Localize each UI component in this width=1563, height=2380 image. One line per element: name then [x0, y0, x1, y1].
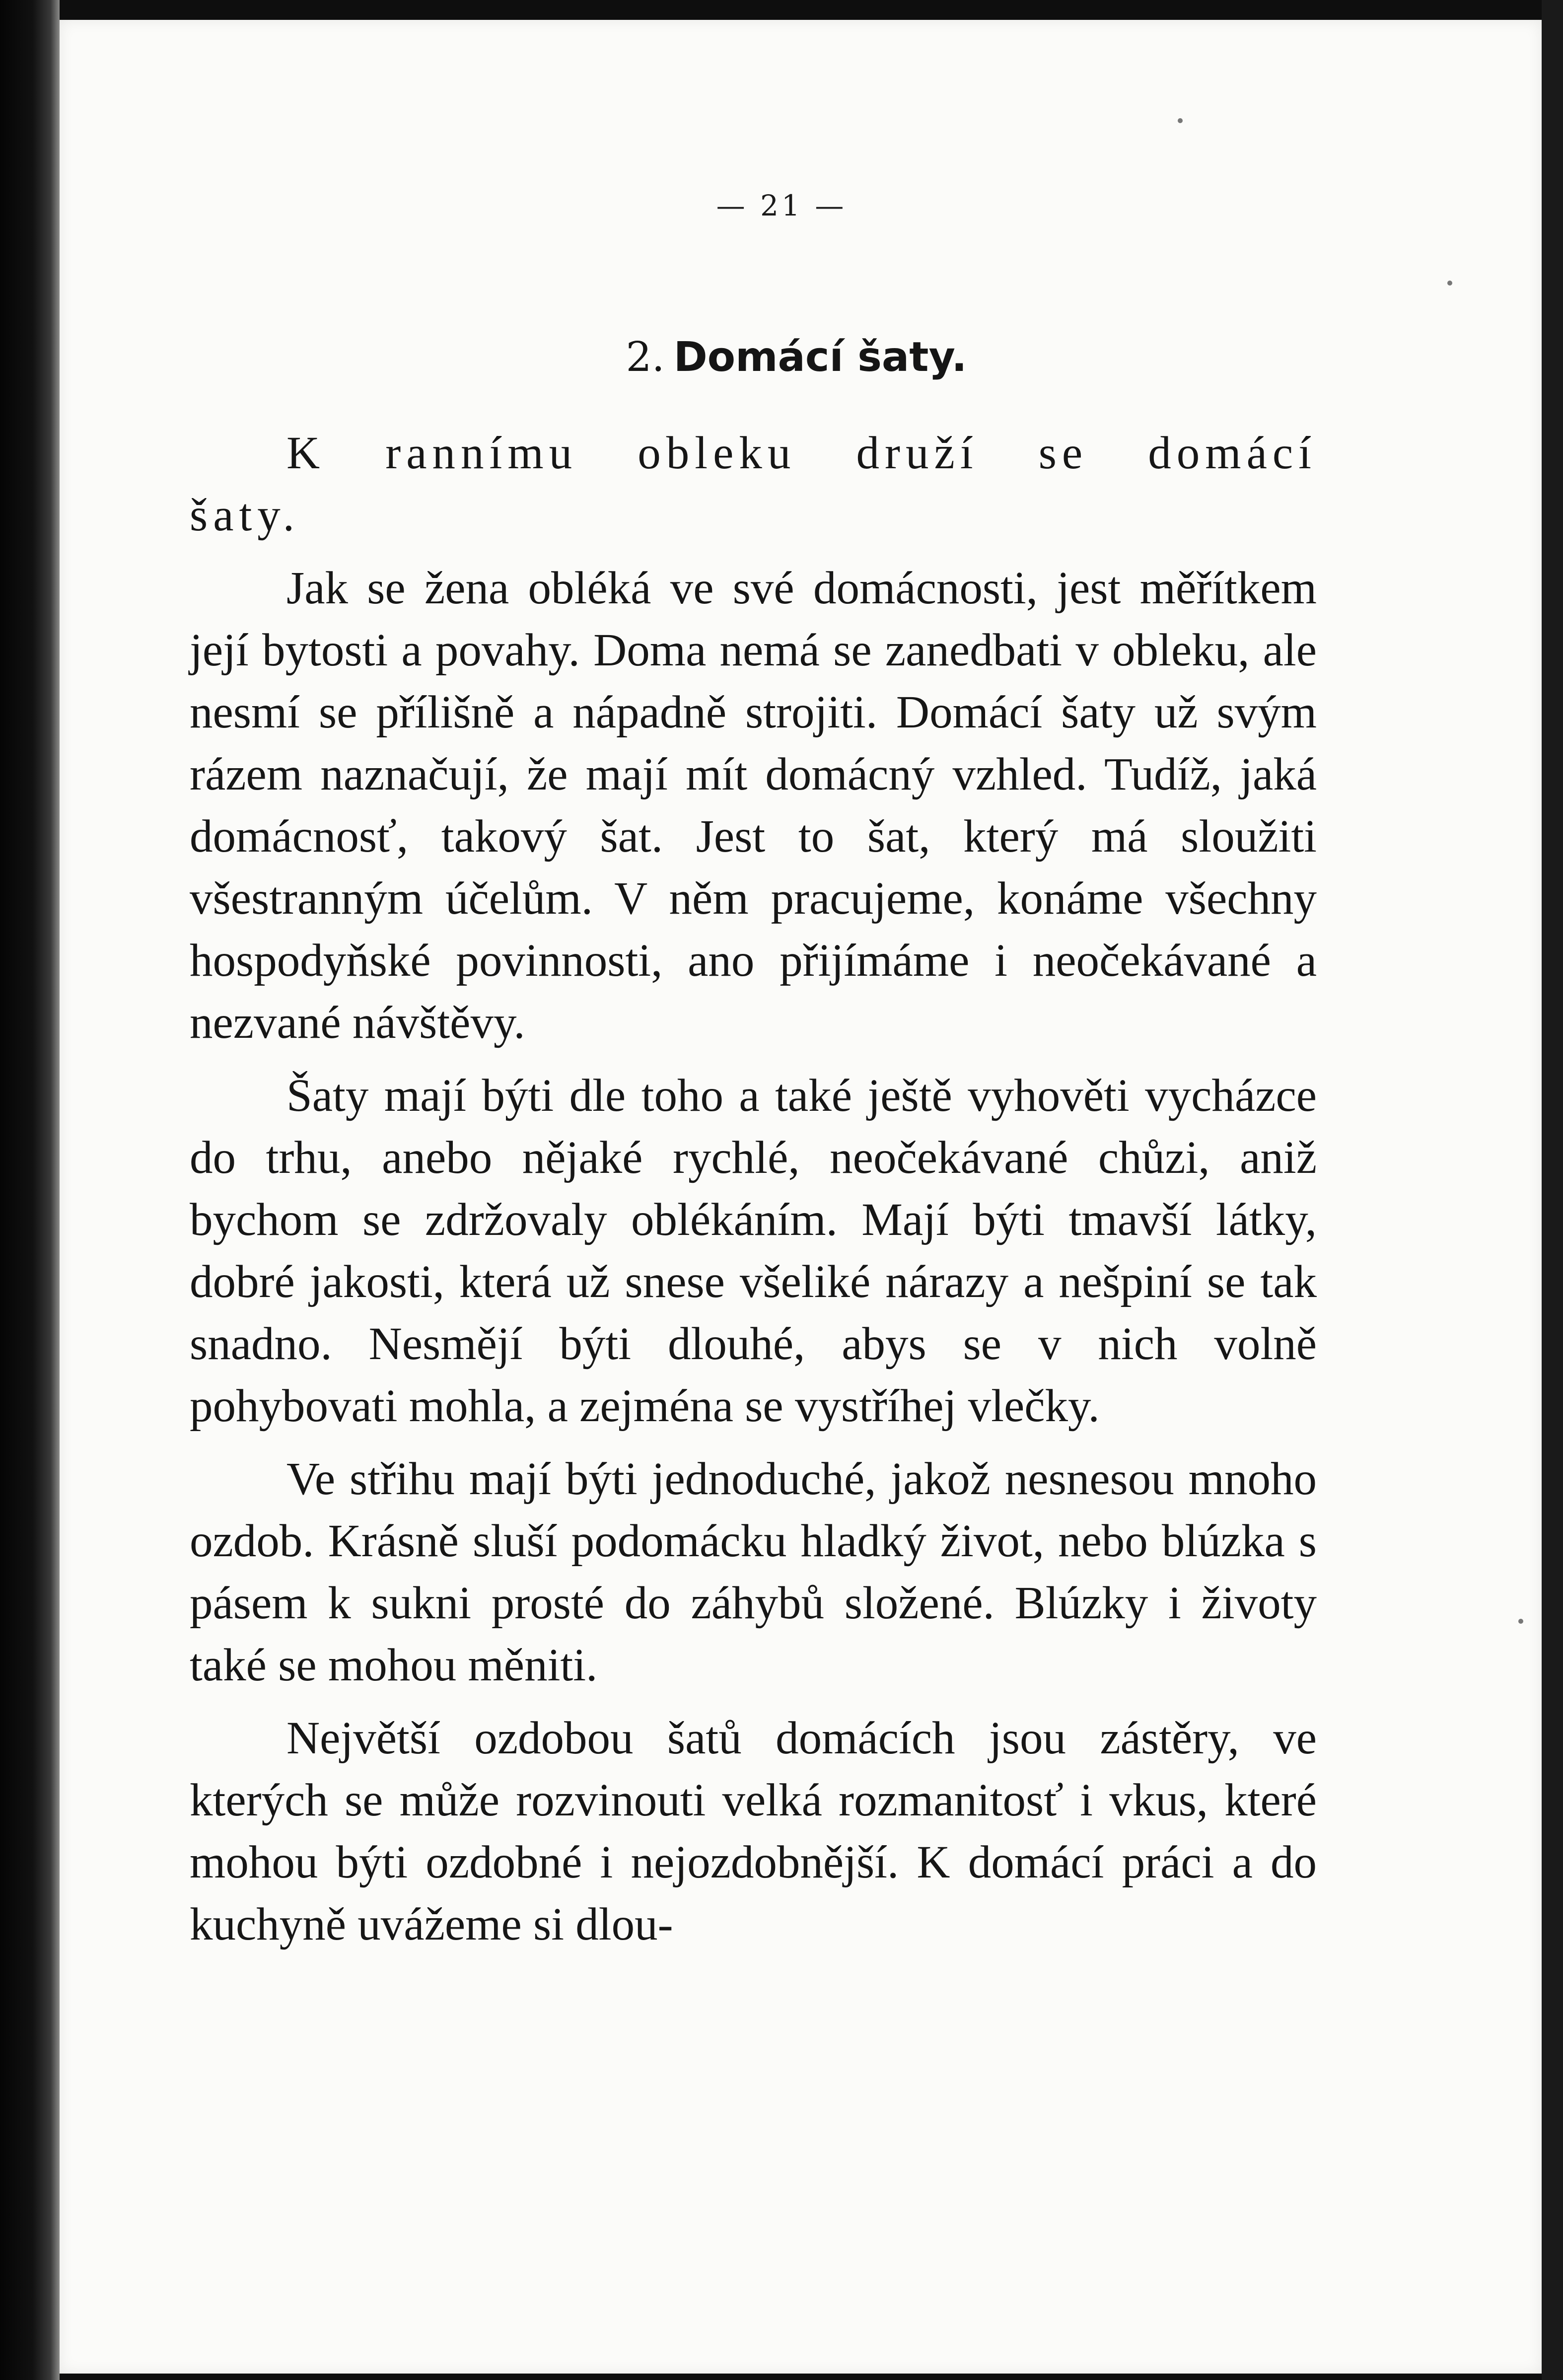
section-heading	[0, 334, 1563, 381]
paragraph: Největší ozdobou šatů domácích jsou zástěry, ve kterých se může rozvinouti velká rozmanitosť i vkus, které mohou býti ozdobné i nejozdobnější. K domácí práci a do kuchyně uvážeme si dlou-	[190, 1713, 1317, 1950]
body-text	[190, 422, 1317, 1955]
paragraph: Jak se žena obléká ve své domácnosti, jest měřítkem její bytosti a povahy. Doma nemá se zanedbati v obleku, ale nesmí se přílišně a nápadně strojiti. Domácí šaty už svým rázem naznačují, že mají mít domácný vzhled. Tudíž, jaká domácnosť, takový šat. Jest to šat, který má sloužiti všestranným účelům. V něm pracujeme, konáme všechny hospodyňské povinnosti, ano přijímáme i neočekávané a nezvané návštěvy.	[190, 563, 1317, 1048]
paper-speck	[1178, 118, 1183, 123]
section-number: 2.	[626, 334, 665, 381]
page-number: — 21 —	[716, 189, 847, 222]
paragraph: K rannímu obleku druží se domácí šaty.	[190, 428, 1317, 541]
paragraph: Šaty mají býti dle toho a také ještě vyhověti vycházce do trhu, anebo nějaké rychlé, neočekávané chůzi, aniž bychom se zdržovaly oblékáním. Mají býti tmavší látky, dobré jakosti, která už snese všeliké nárazy a nešpiní se tak snadno. Nesmějí býti dlouhé, abys se v nich volně pohybovati mohla, a zejména se vystříhej vlečky.	[190, 1070, 1317, 1432]
paper-speck	[1518, 1619, 1523, 1624]
paragraph: Ve střihu mají býti jednoduché, jakož nesnesou mnoho ozdob. Krásně sluší podomácku hladký život, nebo blúzka s pásem k sukni prosté do záhybů složené. Blúzky i životy také se mohou měniti.	[190, 1453, 1317, 1691]
paper-speck	[1447, 281, 1452, 286]
section-title: Domácí šaty.	[673, 334, 967, 381]
